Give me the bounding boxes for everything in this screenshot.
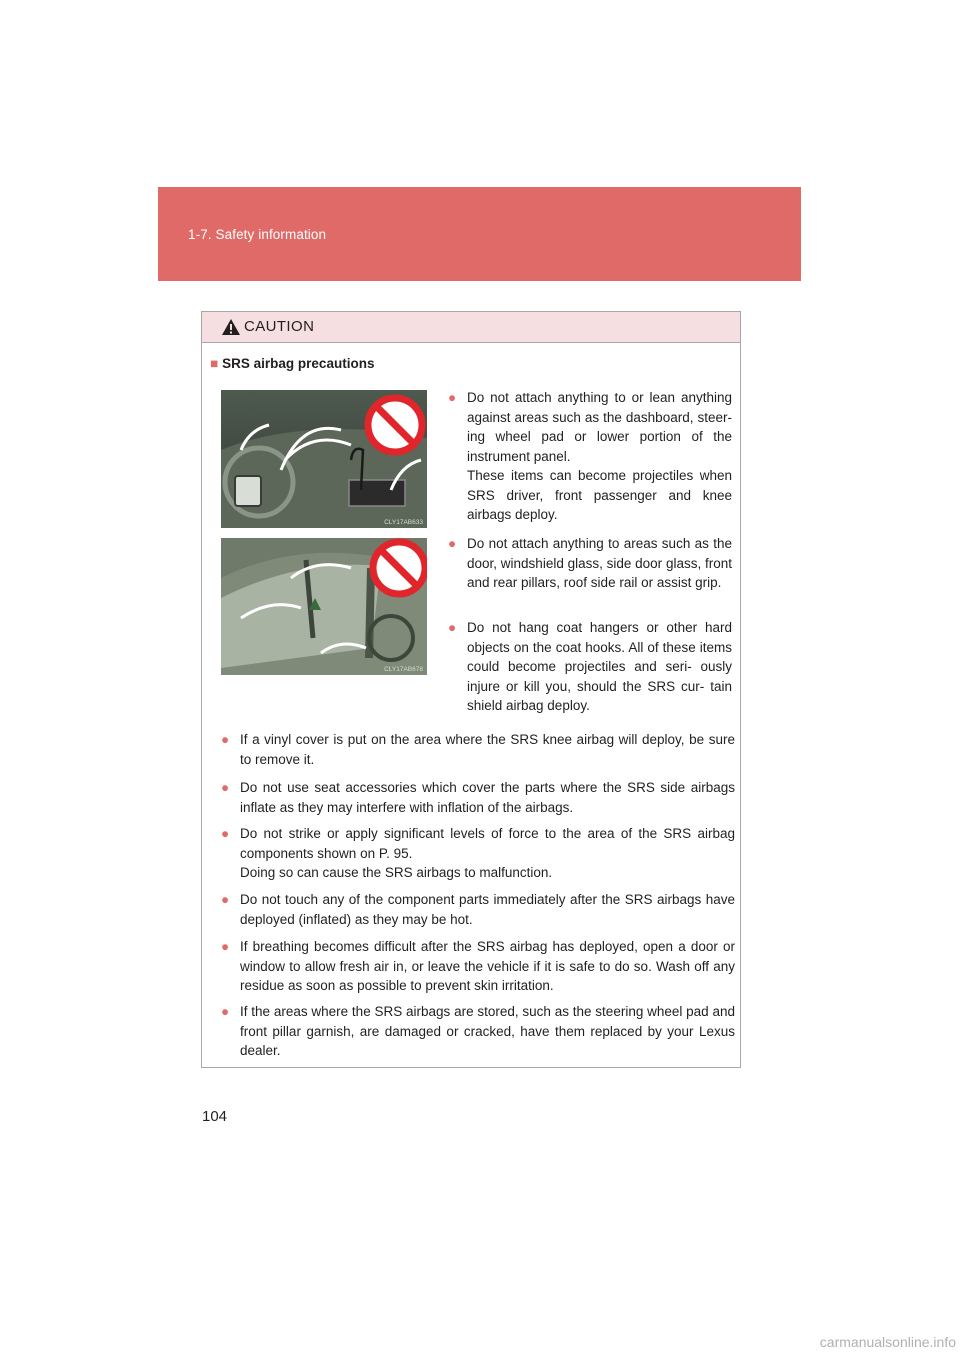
bullet-dot-icon: ● xyxy=(221,1004,230,1019)
figure-code: CLY17AB633 xyxy=(384,519,423,526)
bullet-dot-icon: ● xyxy=(448,620,457,635)
bullet-dot-icon: ● xyxy=(221,732,230,747)
bullet-dot-icon: ● xyxy=(221,780,230,795)
list-item-text: Do not attach anything to or lean anything against areas such as the dashboard, steer- ing wheel pad or lower portion of the instrument panel. xyxy=(467,390,732,464)
list-item xyxy=(221,778,735,817)
page-number: 104 xyxy=(202,1108,228,1125)
list-item-text: If breathing becomes difficult after the SRS airbag has deployed, open a door or window to allow fresh air in, or leave the vehicle if it is safe to do so. Wash off any residue as soon as possible to prevent skin irritation. xyxy=(240,939,735,993)
bullet-dot-icon: ● xyxy=(221,892,230,907)
caution-box xyxy=(201,311,741,1068)
watermark: carmanualsonline.info xyxy=(819,1334,956,1350)
list-item xyxy=(221,824,735,883)
list-item-text: Do not strike or apply significant levels of force to the area of the SRS airbag components shown on P. 95. xyxy=(240,826,735,861)
list-item-text: Do not attach anything to areas such as the door, windshield glass, side door glass, front and rear pillars, roof side rail or assist grip. xyxy=(467,536,732,590)
list-item xyxy=(221,890,735,929)
subheading-text: SRS airbag precautions xyxy=(222,356,375,371)
list-item xyxy=(448,534,732,593)
list-item-text: If a vinyl cover is put on the area where the SRS knee airbag will deploy, be sure to remove it. xyxy=(240,732,735,767)
door-pillar-illustration xyxy=(221,538,427,675)
list-item-text: Do not touch any of the component parts immediately after the SRS airbags have deployed (inflated) as they may be hot. xyxy=(240,892,735,927)
subheading xyxy=(210,356,374,371)
section-header-band xyxy=(158,187,801,281)
bullet-dot-icon: ● xyxy=(448,390,457,405)
list-item-text: Do not hang coat hangers or other hard objects on the coat hooks. All of these items could become projectiles and seri- ously injure or kill you, should the SRS cur- tain shield airbag deploy. xyxy=(467,620,732,713)
dashboard-illustration xyxy=(221,390,427,528)
caution-header xyxy=(202,312,740,343)
list-item-text: If the areas where the SRS airbags are stored, such as the steering wheel pad and front pillar garnish, are damaged or cracked, have them replaced by your Lexus dealer. xyxy=(240,1004,735,1058)
caution-title: CAUTION xyxy=(244,318,315,335)
bullet-dot-icon: ● xyxy=(221,826,230,841)
bullet-dot-icon: ● xyxy=(448,536,457,551)
list-item xyxy=(448,618,732,716)
list-item-note: Doing so can cause the SRS airbags to malfunction. xyxy=(240,865,553,880)
warning-triangle-icon xyxy=(221,318,241,336)
bullet-dot-icon: ● xyxy=(221,939,230,954)
list-item xyxy=(448,388,732,525)
list-item xyxy=(221,937,735,996)
figure-code: CLY17AB678 xyxy=(384,666,423,673)
list-item-text: Do not use seat accessories which cover the parts where the SRS side airbags inflate as they may interfere with inflation of the airbags. xyxy=(240,780,735,815)
list-item xyxy=(221,730,735,769)
list-item xyxy=(221,1002,735,1061)
section-title: 1-7. Safety information xyxy=(188,227,327,242)
square-bullet-icon: ■ xyxy=(210,356,219,371)
list-item-note: These items can become projectiles when SRS driver, front passenger and knee airbags deploy. xyxy=(467,468,732,522)
